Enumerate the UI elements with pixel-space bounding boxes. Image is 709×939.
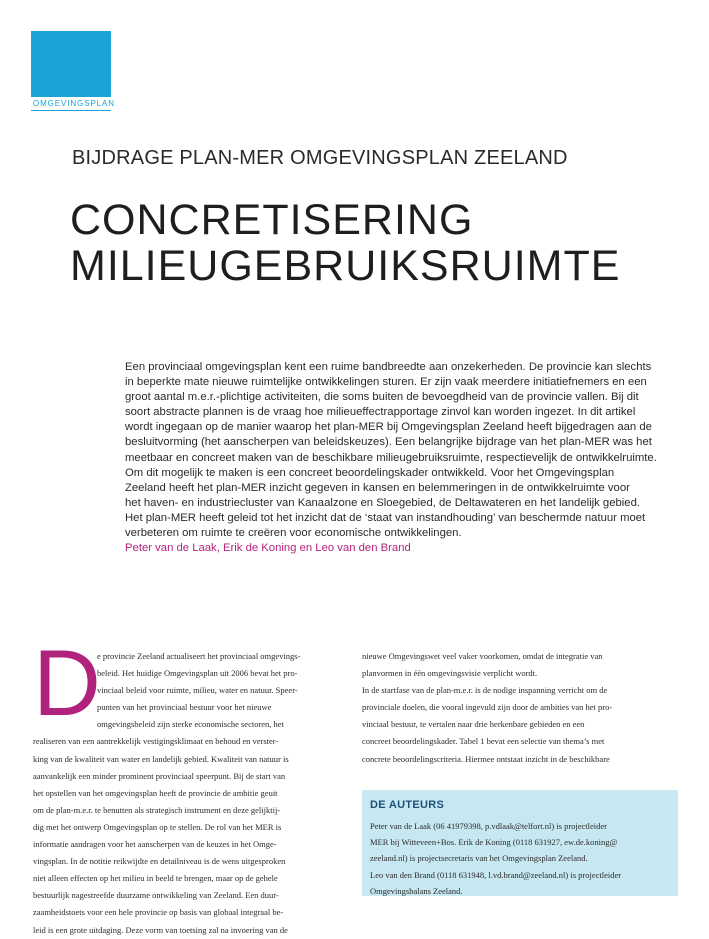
authors-box-body bbox=[370, 818, 672, 899]
body-line: bestuurlijk nagestreefde duurzame ontwikkeling van Zeeland. Een duur- bbox=[33, 890, 279, 901]
intro-line: Om dit mogelijk te maken is een concreet beoordelingskader ontwikkeld. Voor het Omgevingsplan bbox=[125, 466, 615, 479]
body-column-left bbox=[33, 648, 347, 939]
article-kicker: BIJDRAGE PLAN-MER OMGEVINGSPLAN ZEELAND bbox=[72, 147, 568, 169]
body-line: om de plan-m.e.r. te benutten als strategisch instrument en deze gelijktij- bbox=[33, 804, 281, 815]
intro-line: groot aantal m.e.r.-plichtige activiteiten, die soms buiten de bevoegdheid van de provincie vallen. Bij dit bbox=[125, 391, 639, 404]
body-line: concreet beoordelingskader. Tabel 1 bevat een selectie van thema’s met bbox=[362, 736, 605, 747]
intro-line: het haven- en industriecluster van Kanaalzone en Sloegebied, de Deltawateren en het landelijk gebied. bbox=[125, 496, 640, 509]
body-line: omgevingsbeleid zijn sterke economische sectoren, het bbox=[97, 719, 284, 730]
body-line: dig met het ontwerp Omgevingsplan op te stellen. De rol van het MER is bbox=[33, 821, 282, 832]
body-line: leid is een grote uitdaging. Deze vorm van toetsing zal na invoering van de bbox=[33, 924, 288, 935]
body-column-right bbox=[362, 648, 678, 768]
authors-box-line: Peter van de Laak (06 41979398, p.vdlaak@telfort.nl) is projectleider bbox=[370, 821, 608, 831]
body-line: het opstellen van het omgevingsplan heeft de provincie de ambitie geuit bbox=[33, 787, 278, 798]
intro-line: Zeeland heeft het plan-MER inzicht gegeven in kansen en belemmeringen in de ontwikkelruimte voor bbox=[125, 481, 630, 494]
body-line: provinciale doelen, die vooral ingevuld zijn door de ambities van het pro- bbox=[362, 702, 613, 713]
intro-line: besluitvorming (het aanscherpen van beleidskeuzes). Een belangrijke bijdrage van het plan-MER was het bbox=[125, 436, 652, 449]
authors-box-line: Leo van den Brand (0118 631948, l.vd.brand@zeeland.nl) is projectleider bbox=[370, 869, 622, 880]
body-line: niet alleen effecten op het milieu in beeld te brengen, maar op de gehele bbox=[33, 873, 278, 884]
drop-cap: D bbox=[33, 630, 101, 735]
authors-box-line: MER bij Witteveen+Bos. Erik de Koning (0118 631927, ew.de.koning@ bbox=[370, 837, 618, 848]
body-line: In de startfase van de plan-m.e.r. is de nodige inspanning verricht om de bbox=[362, 685, 608, 696]
body-line: beleid. Het huidige Omgevingsplan uit 2006 bevat het pro- bbox=[97, 668, 298, 679]
body-line: aanvankelijk een minder prominent provinciaal speerpunt. Bij de start van bbox=[33, 770, 286, 781]
body-line: realiseren van een aantrekkelijk vestigingsklimaat en behoud en verster- bbox=[33, 736, 279, 747]
body-line: vinciaal beleid voor ruimte, milieu, water en natuur. Speer- bbox=[97, 685, 298, 696]
body-line: planvormen in één omgevingsvisie verplicht wordt. bbox=[362, 668, 538, 679]
body-line: zaamheidstoets voor een hele provincie op basis van globaal integraal be- bbox=[33, 907, 284, 918]
authors-box-heading: DE AUTEURS bbox=[370, 799, 445, 811]
body-line: punten van het provinciaal bestuur voor het nieuwe bbox=[97, 702, 272, 713]
body-line: informatie aandragen voor het aanscherpen van de keuzes in het Omge- bbox=[33, 839, 277, 850]
intro-line: verbeteren om ruimte te creëren voor economische ontwikkelingen. bbox=[125, 527, 462, 540]
title-line: CONCRETISERING bbox=[70, 196, 474, 244]
body-line: king van de kwaliteit van water en landelijk gebied. Kwaliteit van natuur is bbox=[33, 753, 289, 764]
authors-box-line: Omgevingsbalans Zeeland. bbox=[370, 885, 463, 896]
section-color-block bbox=[31, 31, 111, 97]
intro-line: Het plan-MER heeft geleid tot het inzicht dat de ‘staat van instandhouding’ van beschermde natuur moet bbox=[125, 511, 646, 524]
intro-line: wordt ingegaan op de manier waarop het plan-MER bij Omgevingsplan Zeeland heeft bijgedragen aan de bbox=[125, 421, 652, 434]
intro-line: in beperkte mate nieuwe ruimtelijke ontwikkelingen sturen. Er zijn vaak meerdere initiatiefnemers en een bbox=[125, 376, 647, 389]
body-line: vinciaal bestuur, te vertalen naar drie herkenbare gebieden en een bbox=[362, 719, 585, 730]
body-line: e provincie Zeeland actualiseert het provinciaal omgevings- bbox=[97, 651, 301, 661]
article-title bbox=[70, 197, 620, 289]
intro-line: Een provinciaal omgevingsplan kent een ruime bandbreedte aan onzekerheden. De provincie kan slechts bbox=[125, 361, 652, 373]
body-line: nieuwe Omgevingswet veel vaker voorkomen, omdat de integratie van bbox=[362, 651, 603, 661]
intro-paragraph bbox=[125, 360, 680, 556]
body-line: vingsplan. In de notitie reikwijdte en detailniveau is de wens uitgesproken bbox=[33, 856, 286, 867]
intro-line: soort abstracte plannen is de vraag hoe milieueffectrapportage zinvol kan worden ingezet. In dit artikel bbox=[125, 406, 636, 419]
section-rule bbox=[31, 110, 111, 111]
section-label: OMGEVINGSPLAN bbox=[33, 99, 115, 108]
authors-box bbox=[362, 790, 678, 896]
body-line: concrete beoordelingscriteria. Hiermee ontstaat inzicht in de beschikbare bbox=[362, 753, 610, 764]
intro-line: meetbaar en concreet maken van de beschikbare milieugebruiksruimte, respectievelijk de ontwikkelruimte. bbox=[125, 451, 657, 464]
byline-authors: Peter van de Laak, Erik de Koning en Leo van den Brand bbox=[125, 542, 411, 555]
title-line: MILIEUGEBRUIKSRUIMTE bbox=[70, 242, 621, 290]
authors-box-line: zeeland.nl) is projectsecretaris van het Omgevingsplan Zeeland. bbox=[370, 853, 588, 864]
